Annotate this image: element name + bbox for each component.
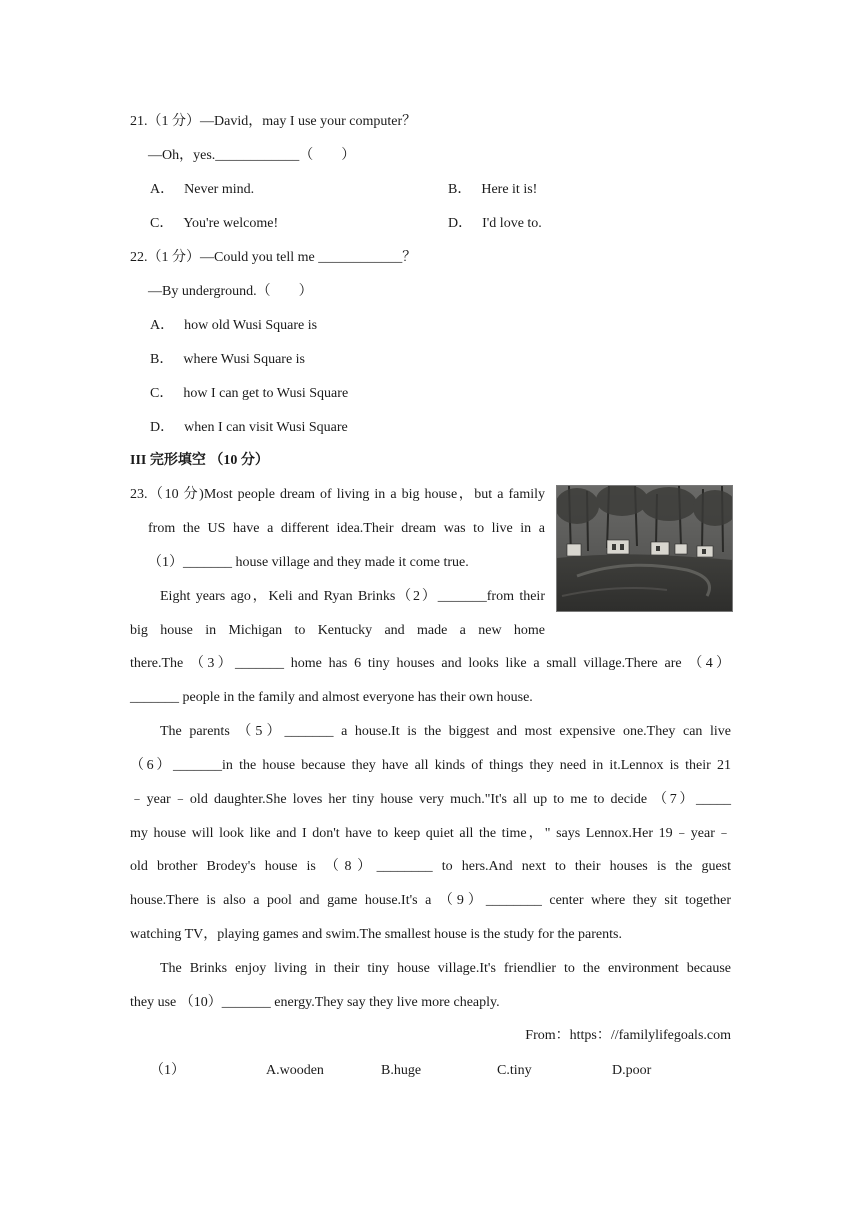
option-text: where Wusi Square is xyxy=(183,352,305,367)
passage-line-8: The parents （5）_______ a house.It is the biggest and most expensive one.They can live xyxy=(160,724,731,739)
passage-line-7: _______ people in the family and almost everyone has their own house. xyxy=(130,690,533,705)
passage-line-3: （1）_______ house village and they made it come true. xyxy=(148,555,469,570)
blank-1-number: （1） xyxy=(150,1063,185,1078)
q21-option-d xyxy=(448,215,542,233)
passage-line-1: 23.（10 分)Most people dream of living in a big house，but a family xyxy=(130,487,545,502)
option-letter: D． xyxy=(150,420,175,435)
option-text: when I can visit Wusi Square xyxy=(184,420,348,435)
blank-1-option-d: D.poor xyxy=(612,1063,652,1078)
passage-line-2: from the US have a different idea.Their dream was to live in a xyxy=(148,521,545,536)
q22-stem: 22.（1 分）—Could you tell me ____________？ xyxy=(130,250,417,265)
passage-line-4: Eight years ago，Keli and Ryan Brinks（2）_______from their xyxy=(160,589,545,604)
option-text: how old Wusi Square is xyxy=(184,318,318,333)
q22-option-a xyxy=(150,317,317,335)
passage-line-5: big house in Michigan to Kentucky and made a new home xyxy=(130,623,545,638)
q21-stem: 21.（1 分）—David，may I use your computer？ xyxy=(130,114,417,129)
option-letter: C． xyxy=(150,386,174,401)
passage-line-6: there.The （3）_______ home has 6 tiny houses and looks like a small village.There are （4） xyxy=(130,656,730,671)
tiny-house-village-photo xyxy=(556,485,733,612)
q21-option-c xyxy=(150,215,278,233)
section-heading: III 完形填空 （10 分） xyxy=(130,453,269,468)
blank-1-option-c: C.tiny xyxy=(497,1063,532,1078)
q21-response-line: —Oh，yes.____________（ ） xyxy=(148,148,356,163)
option-letter: C． xyxy=(150,216,174,231)
q22-response-line: —By underground.（ ） xyxy=(148,284,313,299)
option-letter: A． xyxy=(150,182,175,197)
passage-source: From：https：//familylifegoals.com xyxy=(525,1028,731,1043)
passage-line-12: old brother Brodey's house is （8）________ to hers.And next to their houses is the guest xyxy=(130,859,731,874)
option-letter: B． xyxy=(448,182,472,197)
option-text: I'd love to. xyxy=(482,216,542,231)
q21-option-a xyxy=(150,181,254,199)
option-letter: D． xyxy=(448,216,473,231)
option-text: how I can get to Wusi Square xyxy=(183,386,349,401)
q22-option-d xyxy=(150,419,348,437)
passage-line-9: （6）_______in the house because they have all kinds of things they need in it.Lennox is their 21 xyxy=(130,758,731,773)
option-letter: A． xyxy=(150,318,175,333)
passage-line-10: ﹣year﹣old daughter.She loves her tiny house very much."It's all up to me to decide （7）_____ xyxy=(130,792,731,807)
blank-1-option-a: A.wooden xyxy=(266,1063,324,1078)
option-text: Here it is! xyxy=(481,182,538,197)
passage-line-13: house.There is also a pool and game house.It's a （9）________ center where they sit together xyxy=(130,893,731,908)
option-text: Never mind. xyxy=(184,182,255,197)
passage-line-15: The Brinks enjoy living in their tiny house village.It's friendlier to the environment because xyxy=(160,961,731,976)
q22-option-b xyxy=(150,351,305,369)
q22-option-c xyxy=(150,385,348,403)
option-letter: B． xyxy=(150,352,174,367)
q21-option-b xyxy=(448,181,537,199)
passage-line-14: watching TV，playing games and swim.The smallest house is the study for the parents. xyxy=(130,927,622,942)
option-text: You're welcome! xyxy=(183,216,279,231)
passage-line-16: they use （10）_______ energy.They say they live more cheaply. xyxy=(130,995,500,1010)
passage-line-11: my house will look like and I don't have to keep quiet all the time，" says Lennox.Her 19﹣year﹣ xyxy=(130,826,731,841)
blank-1-option-b: B.huge xyxy=(381,1063,422,1078)
